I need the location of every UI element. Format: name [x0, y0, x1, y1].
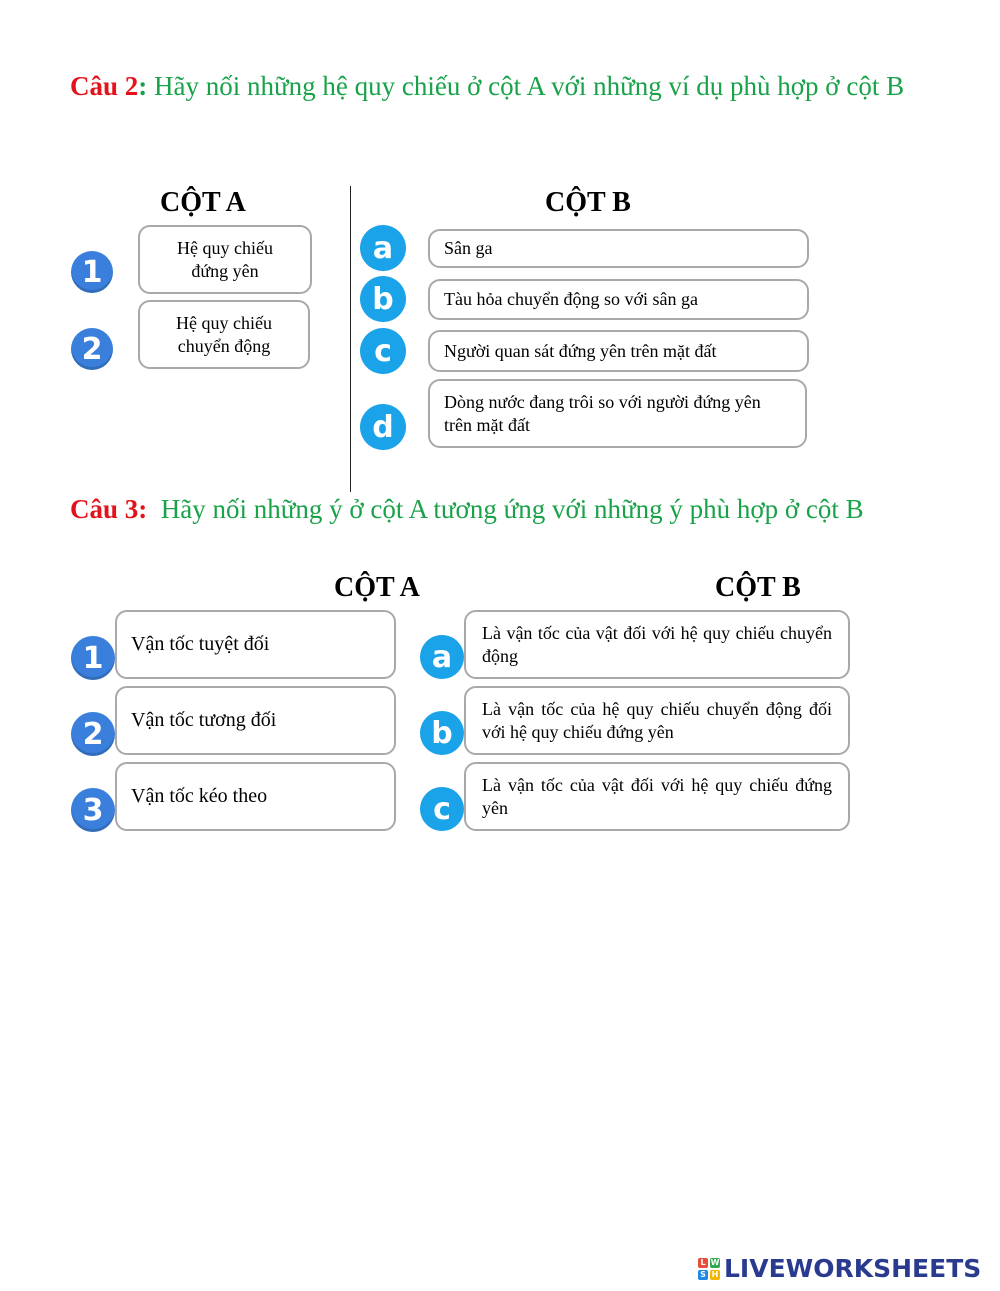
q2-b-item-d[interactable]	[428, 379, 807, 448]
q3-column-a-title: CỘT A	[334, 572, 420, 603]
q3-b-item-b[interactable]	[464, 686, 850, 755]
question-3-number: Câu 3:	[70, 494, 148, 524]
q2-b-item-b-text: Tàu hỏa chuyển động so với sân ga	[444, 289, 698, 309]
q3-b-item-a[interactable]	[464, 610, 850, 679]
q2-b-item-c[interactable]	[428, 330, 809, 372]
logo-text: LIVEWORKSHEETS	[724, 1254, 982, 1283]
q3-b-item-c-text: Là vận tốc của vật đối với hệ quy chiếu đứng yên	[482, 774, 832, 818]
q2-a-item-2[interactable]	[138, 300, 310, 369]
q2-b-badge-a: a	[360, 225, 406, 271]
q2-a-badge-1: 1	[71, 251, 113, 293]
q3-a-item-2[interactable]	[115, 686, 396, 755]
q3-b-badge-c: c	[420, 787, 464, 831]
q2-b-item-a-text: Sân ga	[444, 238, 493, 258]
q3-column-b-title: CỘT B	[715, 572, 801, 603]
q3-a-item-1[interactable]	[115, 610, 396, 679]
q3-a-item-2-text: Vận tốc tương đối	[131, 709, 277, 731]
q2-b-item-b[interactable]	[428, 279, 809, 320]
q2-b-badge-b: b	[360, 276, 406, 322]
q3-b-item-a-text: Là vận tốc của vật đối với hệ quy chiếu chuyển động	[482, 622, 832, 666]
q3-a-badge-2: 2	[71, 712, 115, 756]
question-2-heading	[70, 67, 950, 106]
q2-column-b-title: CỘT B	[545, 187, 631, 218]
q2-a-item-1-text: Hệ quy chiếu đứng yên	[177, 237, 273, 281]
question-2-text: Hãy nối những hệ quy chiếu ở cột A với những ví dụ phù hợp ở cột B	[147, 71, 905, 101]
q2-b-item-a[interactable]	[428, 229, 809, 268]
q3-b-item-b-text: Là vận tốc của hệ quy chiếu chuyển động đối với hệ quy chiếu đứng yên	[482, 698, 832, 742]
q2-b-badge-c: c	[360, 328, 406, 374]
q3-a-item-3-text: Vận tốc kéo theo	[131, 785, 268, 807]
q2-a-item-2-text: Hệ quy chiếu chuyển động	[176, 312, 272, 356]
q3-a-item-3[interactable]	[115, 762, 396, 831]
liveworksheets-logo	[698, 1254, 981, 1283]
q3-a-badge-1: 1	[71, 636, 115, 680]
q2-b-item-d-text: Dòng nước đang trôi so với người đứng yên trên mặt đất	[444, 391, 761, 435]
q3-b-badge-b: b	[420, 711, 464, 755]
q2-b-item-c-text: Người quan sát đứng yên trên mặt đất	[444, 340, 717, 361]
q2-column-a-title: CỘT A	[160, 187, 246, 218]
column-divider	[350, 186, 351, 492]
logo-mark-icon: L W S H	[698, 1258, 720, 1280]
question-3-text: Hãy nối những ý ở cột A tương ứng với những ý phù hợp ở cột B	[147, 494, 864, 524]
q3-b-badge-a: a	[420, 635, 464, 679]
q3-a-item-1-text: Vận tốc tuyệt đối	[131, 633, 270, 655]
question-3-heading	[70, 490, 950, 529]
question-2-number: Câu 2	[70, 71, 139, 101]
question-2-colon: :	[138, 71, 148, 101]
q2-a-item-1[interactable]	[138, 225, 312, 294]
q2-a-badge-2: 2	[71, 328, 113, 370]
q3-b-item-c[interactable]	[464, 762, 850, 831]
q3-a-badge-3: 3	[71, 788, 115, 832]
q2-b-badge-d: d	[360, 404, 406, 450]
